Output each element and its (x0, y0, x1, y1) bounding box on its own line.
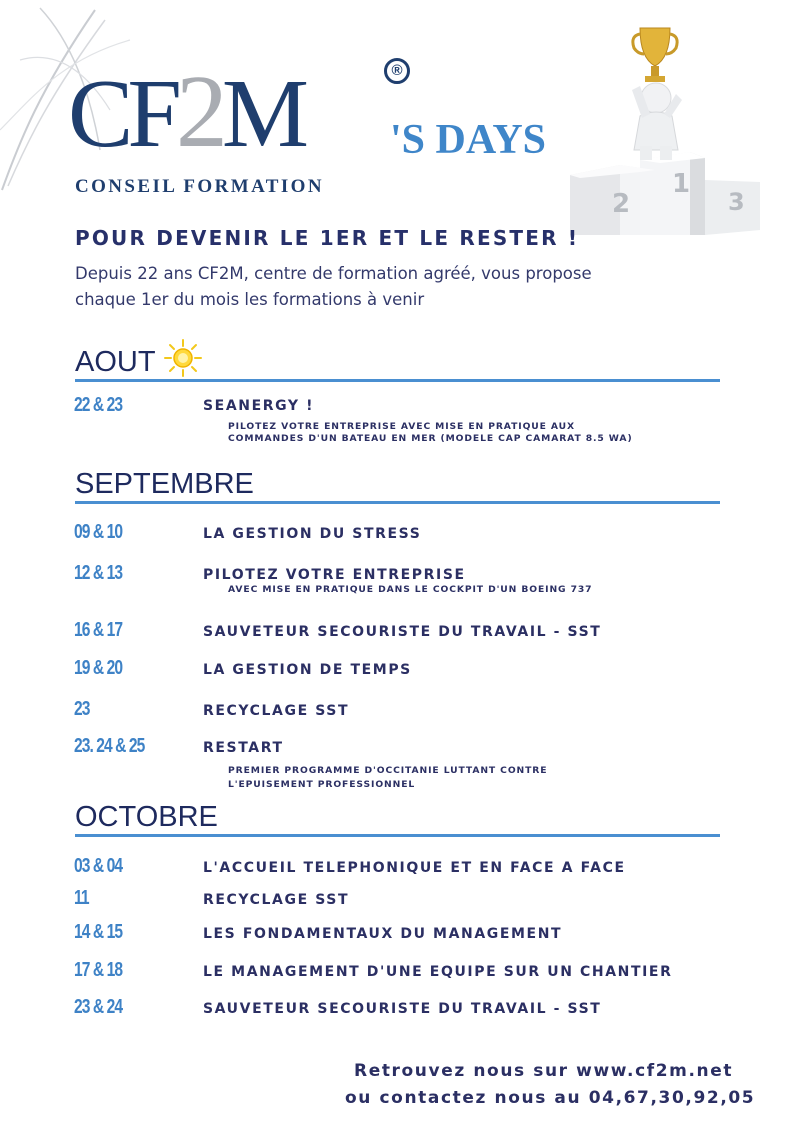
event-date: 16 & 17 (74, 619, 123, 641)
footer-phone-line: ou contactez nous au 04,67,30,92,05 (345, 1088, 756, 1108)
intro-line: Depuis 22 ans CF2M, centre de formation agréé, vous propose (75, 264, 592, 283)
podium-second-label: 2 (612, 189, 631, 219)
event-date: 23 & 24 (74, 996, 123, 1018)
event-title: LA GESTION DU STRESS (203, 526, 422, 542)
section-divider (75, 501, 720, 504)
event-description: AVEC MISE EN PRATIQUE DANS LE COCKPIT D'UN BOEING 737 (228, 584, 593, 595)
event-date: 12 & 13 (74, 562, 123, 584)
event-date: 14 & 15 (74, 921, 123, 943)
event-title: RESTART (203, 740, 284, 756)
logo-subtitle: CONSEIL FORMATION (75, 176, 324, 197)
event-date: 17 & 18 (74, 959, 123, 981)
event-description: PILOTEZ VOTRE ENTREPRISE AVEC MISE EN PRATIQUE AUX (228, 421, 576, 432)
event-date: 22 & 23 (74, 394, 123, 416)
event-title: PILOTEZ VOTRE ENTREPRISE (203, 567, 466, 583)
event-description: L'EPUISEMENT PROFESSIONNEL (228, 779, 416, 790)
event-date: 23 (74, 698, 90, 720)
month-heading-septembre: SEPTEMBRE (75, 468, 254, 500)
event-description: PREMIER PROGRAMME D'OCCITANIE LUTTANT CONTRE (228, 765, 548, 776)
registered-mark: ® (384, 58, 410, 84)
event-date: 23. 24 & 25 (74, 735, 145, 757)
event-description: COMMANDES D'UN BATEAU EN MER (MODELE CAP CAMARAT 8.5 WA) (228, 433, 633, 444)
month-heading-aout: AOUT (75, 346, 156, 378)
intro-line: chaque 1er du mois les formations à venir (75, 290, 425, 309)
section-divider (75, 834, 720, 837)
podium-first-label: 1 (672, 169, 691, 199)
event-title: RECYCLAGE SST (203, 703, 350, 719)
tagline: POUR DEVENIR LE 1ER ET LE RESTER ! (75, 226, 580, 250)
event-date: 19 & 20 (74, 657, 123, 679)
event-title: LE MANAGEMENT D'UNE EQUIPE SUR UN CHANTIER (203, 964, 673, 980)
event-title: RECYCLAGE SST (203, 892, 350, 908)
days-heading: 'S DAYS (390, 117, 547, 163)
event-date: 09 & 10 (74, 521, 123, 543)
event-date: 11 (74, 887, 89, 909)
event-title: SAUVETEUR SECOURISTE DU TRAVAIL - SST (203, 1001, 602, 1017)
event-title: LES FONDAMENTAUX DU MANAGEMENT (203, 926, 563, 942)
logo-wordmark: CF2M (68, 54, 304, 169)
event-title: SEANERGY ! (203, 398, 315, 414)
section-divider (75, 379, 720, 382)
podium-trophy-illustration (560, 20, 770, 240)
event-title: L'ACCUEIL TELEPHONIQUE ET EN FACE A FACE (203, 860, 626, 876)
podium-third-label: 3 (728, 188, 745, 216)
event-title: SAUVETEUR SECOURISTE DU TRAVAIL - SST (203, 624, 602, 640)
event-title: LA GESTION DE TEMPS (203, 662, 412, 678)
sun-icon (163, 338, 203, 378)
event-date: 03 & 04 (74, 855, 123, 877)
footer-website-line: Retrouvez nous sur www.cf2m.net (354, 1061, 734, 1081)
month-heading-octobre: OCTOBRE (75, 801, 218, 833)
